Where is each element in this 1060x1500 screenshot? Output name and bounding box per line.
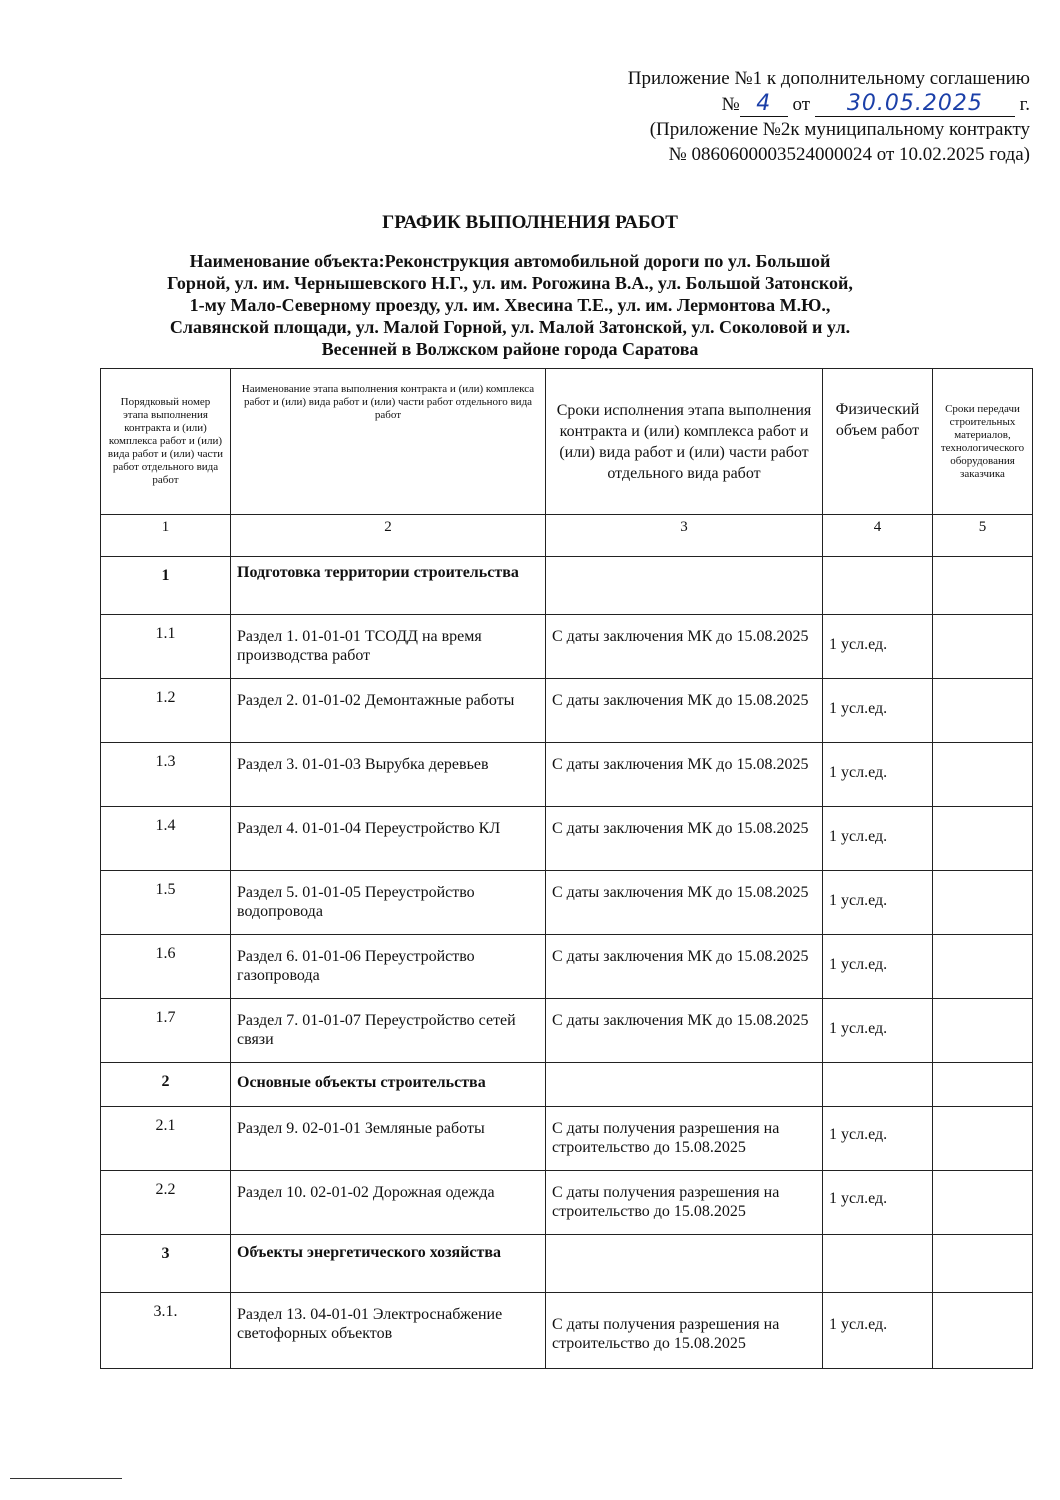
agreement-number-prefix: № [721,94,740,115]
agreement-number-handwritten: 4 [740,91,788,117]
column-header-term: Сроки исполнения этапа выполнения контракта и (или) комплекса работ и (или) вида работ и (или) части работ отдельного вида работ [546,369,823,515]
row-name: Раздел 6. 01-01-06 Переустройство газопровода [231,935,546,999]
column-number: 3 [546,515,823,557]
work-schedule-table [100,368,1033,1369]
row-volume: 1 усл.ед. [823,679,933,743]
row-term [546,557,823,615]
column-number: 2 [231,515,546,557]
agreement-date-handwritten: 30.05.2025 [815,91,1015,117]
row-volume [823,1235,933,1293]
table-row [101,1293,1033,1369]
row-number: 1.1 [101,615,231,679]
row-term [546,1235,823,1293]
row-transfer [933,999,1033,1063]
row-number: 2 [101,1063,231,1107]
table-row [101,871,1033,935]
agreement-from-label: от [792,94,811,115]
row-term: С даты получения разрешения на строительство до 15.08.2025 [546,1171,823,1235]
row-name: Раздел 1. 01-01-01 ТСОДД на время производства работ [231,615,546,679]
row-term: С даты заключения МК до 15.08.2025 [546,679,823,743]
row-term: С даты заключения МК до 15.08.2025 [546,935,823,999]
row-name: Раздел 13. 04-01-01 Электроснабжение светофорных объектов [231,1293,546,1369]
table-row [101,743,1033,807]
row-volume: 1 усл.ед. [823,615,933,679]
row-number: 3.1. [101,1293,231,1369]
row-volume: 1 усл.ед. [823,1107,933,1171]
row-term: С даты заключения МК до 15.08.2025 [546,871,823,935]
row-term [546,1063,823,1107]
row-transfer [933,1293,1033,1369]
row-term: С даты получения разрешения на строительство до 15.08.2025 [546,1107,823,1171]
row-transfer [933,1107,1033,1171]
row-name: Раздел 10. 02-01-02 Дорожная одежда [231,1171,546,1235]
row-volume: 1 усл.ед. [823,1293,933,1369]
column-number: 4 [823,515,933,557]
table-row [101,679,1033,743]
row-transfer [933,743,1033,807]
row-transfer [933,1063,1033,1107]
row-volume: 1 усл.ед. [823,1171,933,1235]
row-name: Раздел 4. 01-01-04 Переустройство КЛ [231,807,546,871]
table-row [101,1107,1033,1171]
attachment-line-3: (Приложение №2к муниципальному контракту [649,119,1030,140]
row-number: 1.6 [101,935,231,999]
row-number: 3 [101,1235,231,1293]
footer-rule [10,1478,122,1479]
row-transfer [933,615,1033,679]
row-name: Подготовка территории строительства [231,557,546,615]
row-volume: 1 усл.ед. [823,871,933,935]
row-term: С даты заключения МК до 15.08.2025 [546,999,823,1063]
column-header-transfer: Сроки передачи строительных материалов, технологического оборудования заказчика [933,369,1033,515]
row-volume: 1 усл.ед. [823,935,933,999]
row-number: 1.2 [101,679,231,743]
row-volume: 1 усл.ед. [823,743,933,807]
table-row [101,807,1033,871]
attachment-line-4: № 0860600003524000024 от 10.02.2025 года) [668,144,1030,165]
row-number: 1.4 [101,807,231,871]
row-transfer [933,807,1033,871]
row-transfer [933,1235,1033,1293]
object-name: Наименование объекта:Реконструкция автомобильной дороги по ул. Большой Горной, ул. им. Чернышевского Н.Г., ул. им. Рогожина В.А., ул. Большой Затонской, 1-му Мало-Северному проезду, ул. им. Хвесина Т.Е., ул. им. Лермонтова М.Ю., Славянской площади, ул. Малой Горной, ул. Малой Затонской, ул. Соколовой и ул. Весенней в Волжском районе города Саратова [167,251,853,359]
agreement-year-suffix: г. [1019,94,1030,115]
row-number: 1.5 [101,871,231,935]
row-number: 1.7 [101,999,231,1063]
table-row [101,1171,1033,1235]
row-number: 1 [101,557,231,615]
row-volume: 1 усл.ед. [823,999,933,1063]
row-transfer [933,679,1033,743]
row-name: Раздел 7. 01-01-07 Переустройство сетей связи [231,999,546,1063]
attachment-line-2 [560,91,1030,117]
row-transfer [933,935,1033,999]
row-term: С даты заключения МК до 15.08.2025 [546,615,823,679]
column-header-number: Порядковый номер этапа выполнения контракта и (или) комплекса работ и (или) вида работ и (или) части работ отдельного вида работ [101,369,231,515]
row-number: 2.1 [101,1107,231,1171]
row-term: С даты заключения МК до 15.08.2025 [546,807,823,871]
row-number: 1.3 [101,743,231,807]
column-header-name: Наименование этапа выполнения контракта и (или) комплекса работ и (или) вида работ и (или) части работ отдельного вида работ [231,369,546,515]
table-row-section [101,1063,1033,1107]
table-row [101,999,1033,1063]
attachment-line-1: Приложение №1 к дополнительному соглашению [627,68,1030,89]
row-volume [823,557,933,615]
row-name: Раздел 5. 01-01-05 Переустройство водопровода [231,871,546,935]
row-transfer [933,871,1033,935]
row-name: Раздел 3. 01-01-03 Вырубка деревьев [231,743,546,807]
row-name: Раздел 9. 02-01-01 Земляные работы [231,1107,546,1171]
document-title: ГРАФИК ВЫПОЛНЕНИЯ РАБОТ [382,212,678,233]
row-name: Объекты энергетического хозяйства [231,1235,546,1293]
table-row [101,935,1033,999]
attachment-header [560,66,1030,167]
column-number-row [101,515,1033,557]
column-number: 5 [933,515,1033,557]
row-transfer [933,1171,1033,1235]
row-name: Основные объекты строительства [231,1063,546,1107]
column-number: 1 [101,515,231,557]
row-transfer [933,557,1033,615]
row-term: С даты получения разрешения на строительство до 15.08.2025 [546,1293,823,1369]
row-volume [823,1063,933,1107]
row-name: Раздел 2. 01-01-02 Демонтажные работы [231,679,546,743]
column-header-volume: Физический объем работ [823,369,933,515]
row-number: 2.2 [101,1171,231,1235]
table-header-row [101,369,1033,515]
table-row-section [101,557,1033,615]
table-row-section [101,1235,1033,1293]
row-term: С даты заключения МК до 15.08.2025 [546,743,823,807]
row-volume: 1 усл.ед. [823,807,933,871]
table-row [101,615,1033,679]
